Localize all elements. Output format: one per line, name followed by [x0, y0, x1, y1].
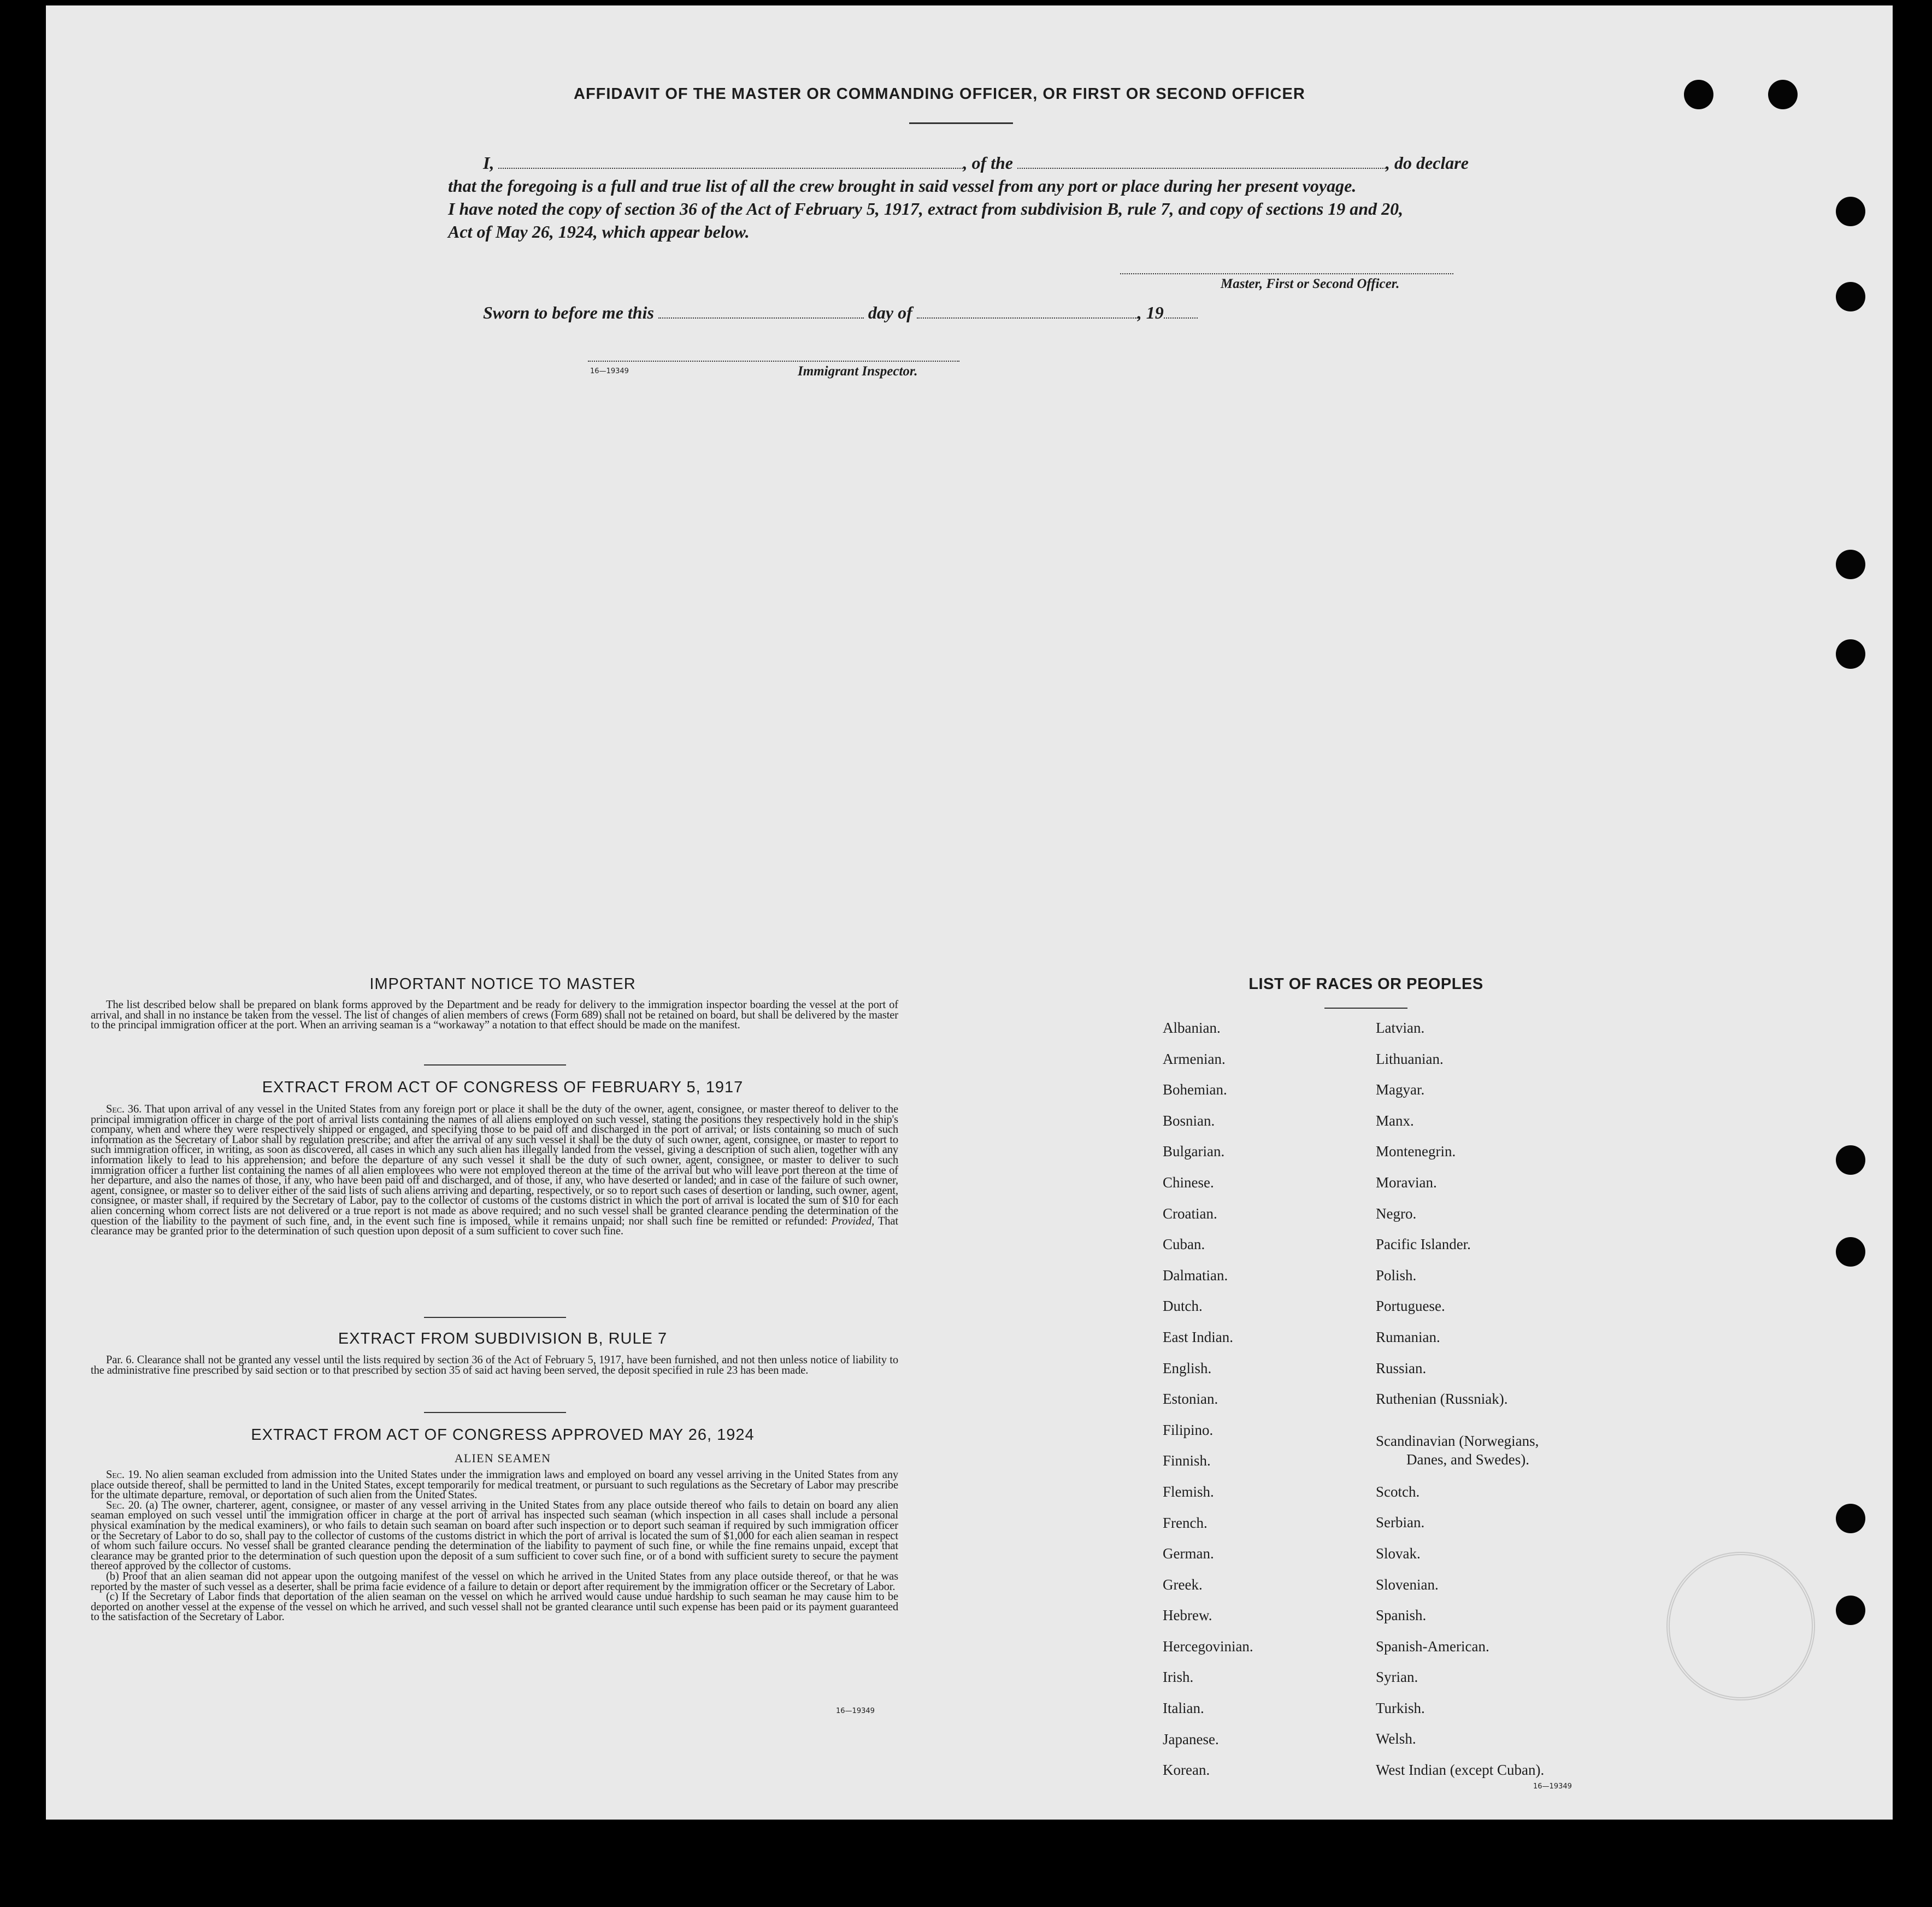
faded-seal-stamp: [1666, 1552, 1815, 1700]
form-code: 16—19349: [1533, 1782, 1572, 1791]
race-item: English.: [1163, 1359, 1212, 1376]
punch-hole: [1684, 80, 1713, 109]
race-item: Spanish-American.: [1376, 1638, 1489, 1655]
race-item: Greek.: [1163, 1576, 1203, 1593]
notice-body: The list described below shall be prepared on blank forms approved by the Department and be ready for delivery to the immigration inspector boarding the vessel at the port of arrival, and shall in no instance be taken from the vessel. The list of changes of alien members of crews (Form 689) shall not be retained on board, but shall be delivered by the master to the principal immigration officer at the port. When an arriving seaman is a “workaway” a notation to that effect should be made on the manifest.: [91, 999, 898, 1032]
race-item: Bohemian.: [1163, 1081, 1227, 1098]
race-item: Cuban.: [1163, 1236, 1205, 1253]
section-divider: [424, 1317, 566, 1318]
race-item: Serbian.: [1376, 1514, 1425, 1531]
extract-1917-title: EXTRACT FROM ACT OF CONGRESS OF FEBRUARY 5, 1917: [262, 1079, 744, 1096]
vessel-name-field[interactable]: [1017, 155, 1386, 169]
section-divider: [424, 1064, 566, 1066]
races-column-1: [1163, 1020, 1253, 1793]
declaration-line-4: Act of May 26, 1924, which appear below.: [448, 222, 750, 242]
punch-hole: [1836, 1504, 1865, 1533]
race-item: Portuguese.: [1376, 1298, 1445, 1315]
section-divider: [424, 1412, 566, 1413]
race-item: Russian.: [1376, 1359, 1427, 1376]
race-item: Latvian.: [1376, 1020, 1425, 1036]
race-item: West Indian (except Cuban).: [1376, 1762, 1545, 1779]
race-item: Slovenian.: [1376, 1576, 1439, 1593]
form-code: 16—19349: [836, 1707, 875, 1715]
race-item: Negro.: [1376, 1205, 1417, 1222]
race-item: Scotch.: [1376, 1483, 1420, 1500]
inspector-signature-label: Immigrant Inspector.: [798, 364, 918, 379]
race-item: Magyar.: [1376, 1081, 1425, 1098]
race-item: Chinese.: [1163, 1174, 1214, 1191]
race-item: Turkish.: [1376, 1699, 1425, 1716]
race-item: Croatian.: [1163, 1205, 1217, 1222]
race-item: Montenegrin.: [1376, 1143, 1456, 1160]
race-item: Welsh.: [1376, 1731, 1416, 1747]
form-code: 16—19349: [590, 367, 629, 375]
race-item: Italian.: [1163, 1700, 1204, 1717]
race-item: Manx.: [1376, 1112, 1414, 1129]
punch-hole: [1768, 80, 1798, 109]
races-title: LIST OF RACES OR PEOPLES: [1248, 975, 1483, 993]
race-item: Irish.: [1163, 1669, 1194, 1686]
race-item: Hebrew.: [1163, 1607, 1212, 1624]
sworn-month-field[interactable]: [917, 304, 1138, 319]
race-item: Bosnian.: [1163, 1112, 1215, 1129]
race-item-scandinavian: Scandinavian (Norwegians, Danes, and Swedes).: [1376, 1432, 1539, 1468]
race-item: Lithuanian.: [1376, 1050, 1444, 1067]
punch-hole: [1836, 1237, 1865, 1267]
declaration-line-3: I have noted the copy of section 36 of the Act of February 5, 1917, extract from subdivision B, rule 7, and copy of sections 19 and 20,: [448, 199, 1404, 219]
race-item: East Indian.: [1163, 1328, 1233, 1345]
master-name-field[interactable]: [498, 155, 963, 169]
punch-hole: [1836, 639, 1865, 669]
race-item: Dalmatian.: [1163, 1267, 1228, 1284]
punch-hole: [1836, 1145, 1865, 1175]
sworn-year-field[interactable]: [1164, 304, 1198, 319]
race-item: Spanish.: [1376, 1607, 1427, 1624]
declaration-line-2: that the foregoing is a full and true list of all the crew brought in said vessel from any port or place during her present voyage.: [448, 176, 1357, 196]
punch-hole: [1836, 282, 1865, 311]
rule7-title: EXTRACT FROM SUBDIVISION B, RULE 7: [338, 1330, 668, 1347]
race-item: Pacific Islander.: [1376, 1236, 1471, 1253]
race-item: Moravian.: [1376, 1174, 1437, 1191]
declaration-line-1: I, , of the , do declare: [483, 153, 1469, 173]
race-item: Hercegovinian.: [1163, 1638, 1253, 1655]
extract-1924-body: Sec. 19. No alien seaman excluded from admission into the United States under the immigration laws and employed on board any vessel arriving in the United States from any place outside thereof, shall be permitted to land in the United States, except temporarily for medical treatment, or pursuant to such regulations as the Secretary of Labor may prescribe for the ultimate departure, removal, or deportation of such alien from the United States. Sec. 20. (a) The owner, charterer, agent, consignee, or master of any vessel arriving in the United States from any place outside thereof who fails to detain on board any alien seaman employed on such vessel until the immigration officer in charge at the port of arrival has inspected such seaman (which inspection in all cases shall include a personal physical examination by the medical examiners), or who fails to detain such seaman on board after such inspection or to deport such seaman if required by such immigration officer or the Secretary of Labor to do so, shall pay to the collector of customs of the customs district in which the port of arrival is located the sum of $1,000 for each alien seaman in respect of whom such failure occurs. No vessel shall be granted clearance pending the determination of the liability to payment of such fine, or while the fine remains unpaid, except that clearance may be granted prior to the determination of such question upon the deposit of a sum sufficient to cover such fine, or of a bond with sufficient surety to secure the payment thereof approved by the collector of customs. (b) Proof that an alien seaman did not appear upon the outgoing manifest of the vessel on which he arrived in the United States from any place outside thereof, or that he was reported by the master of such vessel as a deserter, shall be prima facie evidence of a failure to detain or deport after requirement by the immigration officer or the Secretary of Labor. (c) If the Secretary of Labor finds that deportation of the alien seaman on the vessel on which he arrived would cause undue hardship to such seaman he may cause him to be deported on another vessel at the expense of the vessel on which he arrived, and such vessel shall not be granted clearance until such expense has been paid or its payment guaranteed to the satisfaction of the Secretary of Labor.: [91, 1469, 898, 1623]
race-item: Bulgarian.: [1163, 1143, 1225, 1160]
extract-1924-title: EXTRACT FROM ACT OF CONGRESS APPROVED MAY 26, 1924: [251, 1426, 755, 1444]
race-item: Armenian.: [1163, 1050, 1226, 1067]
officer-signature-field[interactable]: [1120, 260, 1453, 274]
race-item: Dutch.: [1163, 1298, 1203, 1315]
affidavit-title: AFFIDAVIT OF THE MASTER OR COMMANDING OFFICER, OR FIRST OR SECOND OFFICER: [574, 85, 1305, 103]
race-item: Ruthenian (Russniak).: [1376, 1391, 1508, 1408]
alien-seamen-subtitle: ALIEN SEAMEN: [454, 1451, 551, 1465]
rule7-body: Par. 6. Clearance shall not be granted any vessel until the lists required by section 36 of the Act of February 5, 1917, have been furnished, and not then unless notice of liability to the administrative fine prescribed by said section or to that prescribed by section 35 of said act having been served, the deposit specified in rule 23 has been made.: [91, 1354, 898, 1376]
inspector-signature-field[interactable]: [588, 348, 959, 362]
races-column-2: [1376, 1020, 1544, 1793]
punch-hole: [1836, 1596, 1865, 1625]
punch-hole: [1836, 197, 1865, 226]
race-item: Flemish.: [1163, 1483, 1214, 1500]
sworn-day-field[interactable]: [658, 304, 864, 319]
notice-title: IMPORTANT NOTICE TO MASTER: [369, 975, 636, 993]
race-item: French.: [1163, 1514, 1207, 1531]
race-item: Albanian.: [1163, 1020, 1221, 1036]
race-item: Filipino.: [1163, 1421, 1214, 1438]
race-item: German.: [1163, 1545, 1214, 1562]
sworn-line: Sworn to before me this day of , 19: [483, 303, 1198, 323]
title-divider: [909, 122, 1013, 124]
race-item: Rumanian.: [1376, 1328, 1440, 1345]
race-item: Finnish.: [1163, 1452, 1211, 1469]
punch-hole: [1836, 550, 1865, 579]
race-item: Japanese.: [1163, 1731, 1219, 1747]
race-item: Polish.: [1376, 1267, 1417, 1284]
race-item: Syrian.: [1376, 1669, 1418, 1686]
officer-signature-label: Master, First or Second Officer.: [1221, 276, 1400, 291]
race-item: Korean.: [1163, 1762, 1210, 1779]
race-item: Slovak.: [1376, 1545, 1421, 1562]
extract-1917-body: Sec. 36. That upon arrival of any vessel in the United States from any foreign port or place it shall be the duty of the owner, agent, consignee, or master thereof to deliver to the principal immigration officer in charge of the port of arrival lists containing the names of all aliens employed on such vessel, stating the positions they respectively hold in the ship's company, when and where they were respectively shipped or engaged, and specifying those to be paid off and discharged in the port of arrival; or lists containing so much of such information as the Secretary of Labor shall by regulation prescribe; and after the arrival of any such vessel it shall be the duty of such owner, agent, consignee, or master to report to such immigration officer, in writing, as soon as discovered, all cases in which any such alien has illegally landed from the vessel, giving a description of such alien, together with any information likely to lead to his apprehension; and before the departure of any such vessel it shall be the duty of such owner, agent, consignee, or master to deliver to such immigration officer a further list containing the names of all alien employees who were not employed thereon at the time of the arrival but who will leave port thereon at the time of her departure, and also the names of those, if any, who have been paid off and discharged, and of those, if any, who have deserted or landed; and in case of the failure of such owner, agent, consignee, or master so to deliver either of the said lists of such aliens arriving and departing, respectively, or so to report such cases of desertion or landing, such owner, agent, consignee, or master shall, if required by the Secretary of Labor, pay to the collector of customs of the customs district in which the port of arrival is located the sum of $10 for each alien concerning whom correct lists are not delivered or a true report is not made as above required; and no such vessel shall be granted clearance pending the determination of the question of the liability to the payment of such fine, and, in the event such fine is imposed, while it remains unpaid; nor shall such fine be remitted or refunded: Provided, That clearance may be granted prior to the determination of such question upon deposit of a sum sufficient to cover such fine.: [91, 1103, 898, 1238]
race-item: Estonian.: [1163, 1391, 1218, 1408]
races-title-divider: [1324, 1008, 1407, 1009]
